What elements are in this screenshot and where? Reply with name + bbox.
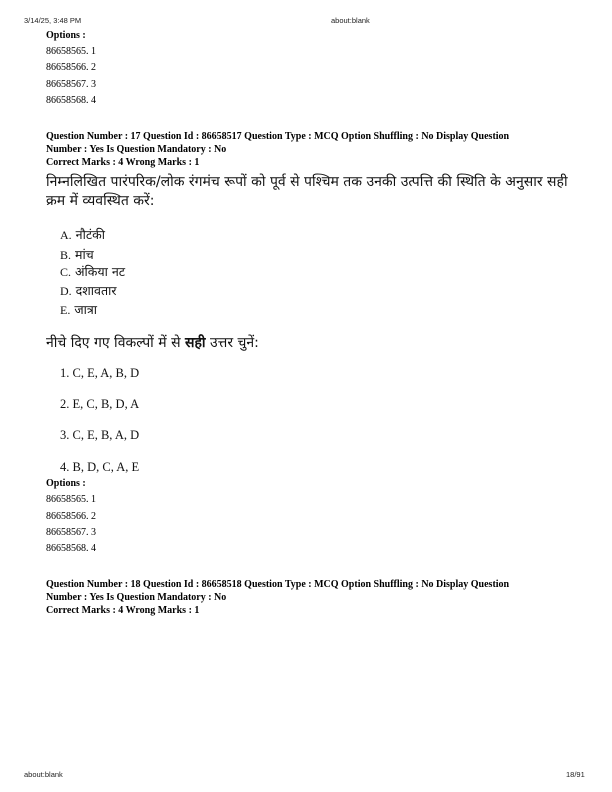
item-text: अंकिया नट [75, 264, 126, 279]
question-17-text: निम्नलिखित पारंपरिक/लोक रंगमंच रूपों को पूर्व से पश्चिम तक उनकी उत्पत्ति की स्थिति के अनुसार सही क्रम में व्यवस्थित करें: [46, 174, 568, 209]
option-id: 86658567. 3 [46, 79, 96, 90]
option-id: 86658568. 4 [46, 543, 96, 554]
item-text: नौटंकी [75, 227, 105, 242]
question-item [60, 301, 97, 318]
option-id: 86658566. 2 [46, 62, 96, 73]
option-id: 86658567. 3 [46, 527, 96, 538]
answer-choice: 1. C, E, A, B, D [60, 366, 140, 380]
question-item [60, 282, 116, 299]
answer-choice: 2. E, C, B, D, A [60, 397, 140, 411]
print-url: about:blank [331, 16, 370, 25]
item-letter: E. [60, 303, 71, 317]
options-title: Options : [46, 478, 86, 489]
item-letter: B. [60, 248, 72, 262]
question-item [60, 226, 105, 243]
question-18-meta [46, 578, 576, 617]
question-meta-line: Number : Yes Is Question Mandatory : No [46, 144, 227, 155]
question-marks: Correct Marks : 4 Wrong Marks : 1 [46, 605, 200, 616]
item-text: जात्रा [74, 302, 97, 317]
answer-choice: 4. B, D, C, A, E [60, 460, 140, 474]
question-meta-line: Question Number : 18 Question Id : 86658518 Question Type : MCQ Option Shuffling : No Display Question [46, 579, 510, 590]
item-text: दशावतार [75, 283, 117, 298]
footer-url: about:blank [24, 770, 63, 779]
question-item [60, 246, 94, 263]
answer-choice: 3. C, E, B, A, D [60, 428, 140, 442]
item-text: मांच [75, 247, 94, 262]
option-id: 86658565. 1 [46, 494, 96, 505]
question-marks: Correct Marks : 4 Wrong Marks : 1 [46, 157, 200, 168]
option-id: 86658565. 1 [46, 46, 96, 57]
instruction-text: नीचे दिए गए विकल्पों में से [46, 335, 185, 351]
item-letter: D. [60, 284, 72, 298]
item-letter: A. [60, 228, 72, 242]
question-meta-line: Number : Yes Is Question Mandatory : No [46, 592, 227, 603]
answer-instruction [46, 333, 259, 352]
instruction-text: उत्तर चुनें: [205, 335, 259, 351]
question-meta-line: Question Number : 17 Question Id : 86658517 Question Type : MCQ Option Shuffling : No Display Question [46, 131, 510, 142]
options-title: Options : [46, 30, 86, 41]
instruction-emphasis: सही [185, 335, 206, 351]
option-id: 86658566. 2 [46, 511, 96, 522]
question-17-meta [46, 130, 576, 169]
option-id: 86658568. 4 [46, 95, 96, 106]
question-item [60, 263, 125, 280]
page-number: 18/91 [566, 770, 585, 779]
item-letter: C. [60, 265, 72, 279]
print-timestamp: 3/14/25, 3:48 PM [24, 16, 82, 25]
